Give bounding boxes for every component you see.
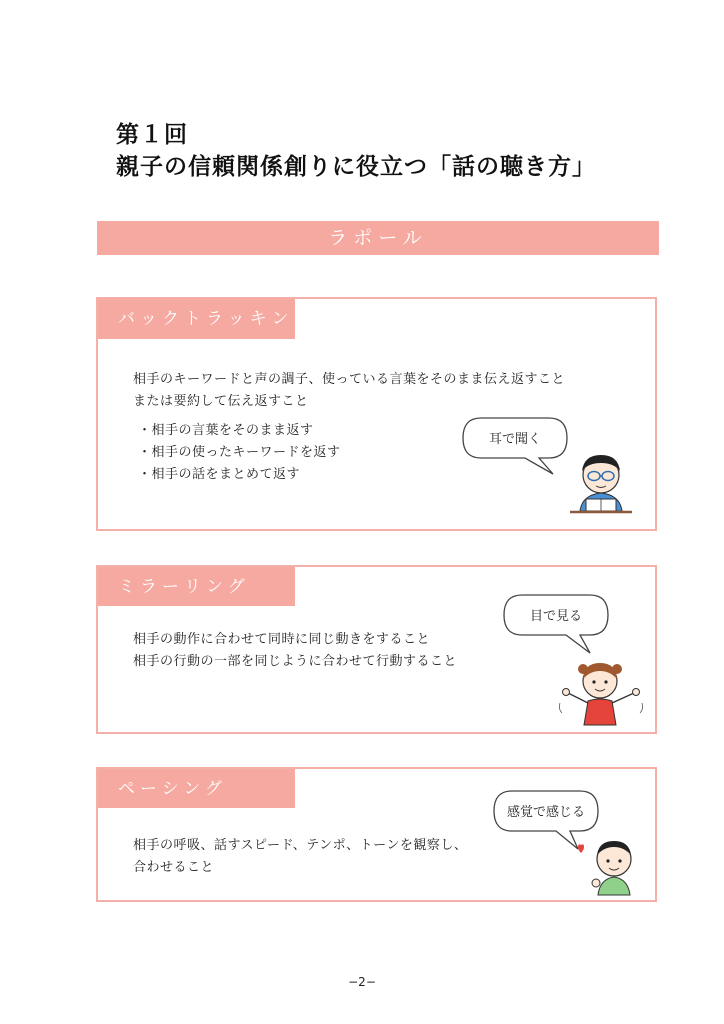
speech-bubble	[461, 416, 571, 480]
speech-bubble	[502, 593, 612, 659]
backtracking-bullet: ・相手の話をまとめて返す	[138, 467, 301, 482]
bubble-text-listen: 耳で聞く	[488, 432, 541, 447]
girl-with-heart-illustration	[568, 833, 640, 897]
page-title-line-1: 第１回	[116, 122, 188, 148]
pacing-card	[96, 767, 657, 902]
mirroring-heading: ミラーリング	[98, 567, 295, 606]
pacing-description-line: 相手の呼吸、話すスピード、テンポ、トーンを観察し、	[133, 838, 468, 853]
page-number: −2−	[348, 975, 376, 989]
boy-with-glasses-reading-illustration	[566, 449, 636, 515]
page-title-line-2: 親子の信頼関係創りに役立つ「話の聴き方」	[116, 154, 596, 180]
mirroring-description-line: 相手の行動の一部を同じように合わせて行動すること	[133, 654, 458, 669]
pacing-description-line: 合わせること	[133, 860, 215, 875]
backtracking-bullet: ・相手の言葉をそのまま返す	[138, 423, 314, 438]
backtracking-bullet: ・相手の使ったキーワードを返す	[138, 445, 341, 460]
backtracking-description-line: または要約して伝え返すこと	[133, 394, 309, 409]
pacing-heading: ペーシング	[98, 769, 295, 808]
backtracking-description-line: 相手のキーワードと声の調子、使っている言葉をそのまま伝え返すこと	[133, 372, 566, 387]
bubble-text-see: 目で見る	[529, 609, 582, 624]
bubble-text-feel: 感覚で感じる	[506, 805, 585, 820]
mirroring-description-line: 相手の動作に合わせて同時に同じ動きをすること	[133, 632, 431, 647]
girl-spreading-arms-illustration	[556, 653, 646, 725]
backtracking-card	[96, 297, 657, 531]
mirroring-card	[96, 565, 657, 734]
rapport-banner: ラポール	[97, 221, 659, 255]
backtracking-heading: バックトラッキング	[98, 299, 295, 339]
